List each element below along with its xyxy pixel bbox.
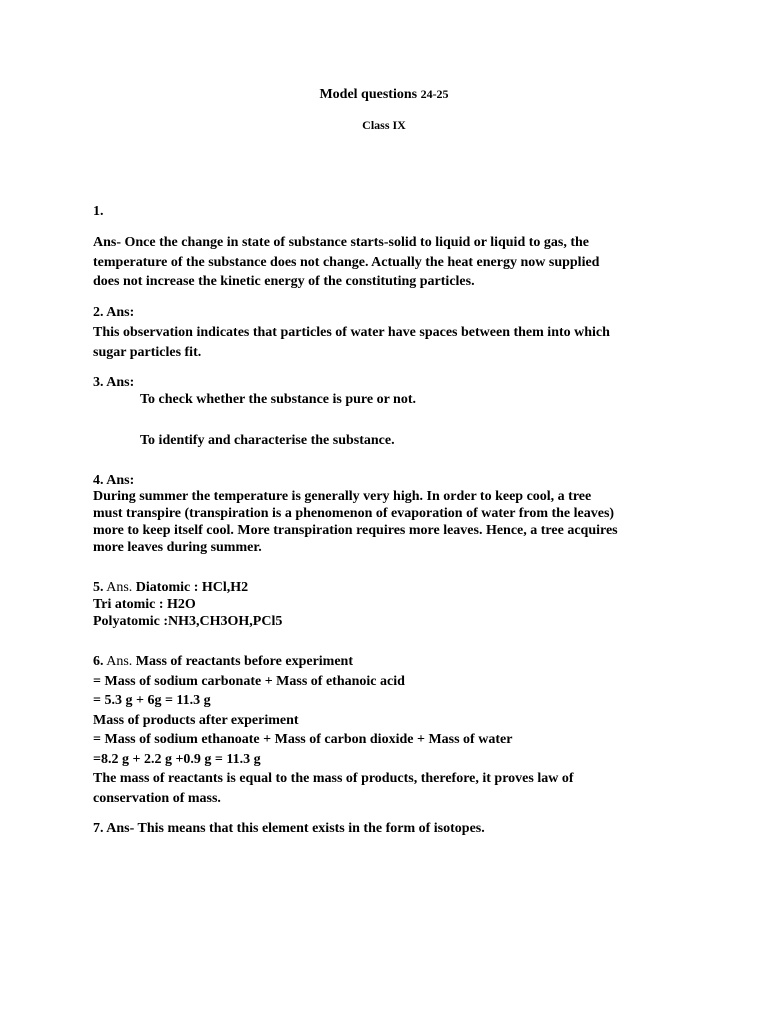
answer-6-line: The mass of reactants is equal to the mass of products, therefore, it proves law of [93,771,574,786]
answer-6-line: =8.2 g + 2.2 g +0.9 g = 11.3 g [93,751,261,767]
answer-5-number: 5. [93,580,104,595]
answer-1-line: temperature of the substance does not change. Actually the heat energy now supplied [93,254,600,270]
answer-6-line: conservation of mass. [93,790,221,806]
answer-2-head: 2. Ans: [93,305,135,320]
answer-6-line: = Mass of sodium ethanoate + Mass of carbon dioxide + Mass of water [93,732,513,747]
answer-4-line: During summer the temperature is generally very high. In order to keep cool, a tree [93,489,592,504]
answer-5-line: Tri atomic : H2O [93,597,196,612]
answer-6-ans: Ans. [103,654,133,669]
answer-4-line: more to keep itself cool. More transpiration requires more leaves. Hence, a tree acquires [93,523,618,538]
answer-5-line: Diatomic : HCl,H2 [132,580,249,595]
answer-4-line: must transpire (transpiration is a phenomenon of evaporation of water from the leaves) [93,506,615,521]
answer-1 [93,233,693,292]
answer-5-ans: Ans. [103,580,133,595]
page-title [0,87,768,103]
answer-5-line: Polyatomic :NH3,CH3OH,PCl5 [93,614,283,629]
answer-2-line: sugar particles fit. [93,344,202,360]
answer-6 [93,652,693,808]
answer-6-line: = 5.3 g + 6g = 11.3 g [93,693,211,708]
answer-3-point: To identify and characterise the substance. [140,433,395,448]
title-text: Model questions [319,87,418,102]
answer-6-line: Mass of reactants before experiment [132,654,353,669]
answer-2-line: This observation indicates that particles of water have spaces between them into which [93,325,610,340]
answer-3-point: To check whether the substance is pure or not. [140,392,417,407]
answer-6-number: 6. [93,654,104,669]
answer-1-line: Ans- Once the change in state of substance starts-solid to liquid or liquid to gas, the [93,235,590,250]
answer-6-line: = Mass of sodium carbonate + Mass of ethanoic acid [93,673,405,689]
answer-3-head: 3. Ans: [93,375,135,390]
answer-7: 7. Ans- This means that this element exists in the form of isotopes. [93,821,485,836]
answer-1-line: does not increase the kinetic energy of the constituting particles. [93,274,475,289]
answer-6-line: Mass of products after experiment [93,712,299,728]
answer-1-number: 1. [93,204,104,219]
answer-5 [93,579,693,630]
title-year: 24-25 [420,87,449,101]
answer-2 [93,323,693,362]
answer-4-head: 4. Ans: [93,473,135,488]
class-label: Class IX [362,118,406,132]
answer-4-line: more leaves during summer. [93,540,262,555]
answer-4 [93,488,693,556]
